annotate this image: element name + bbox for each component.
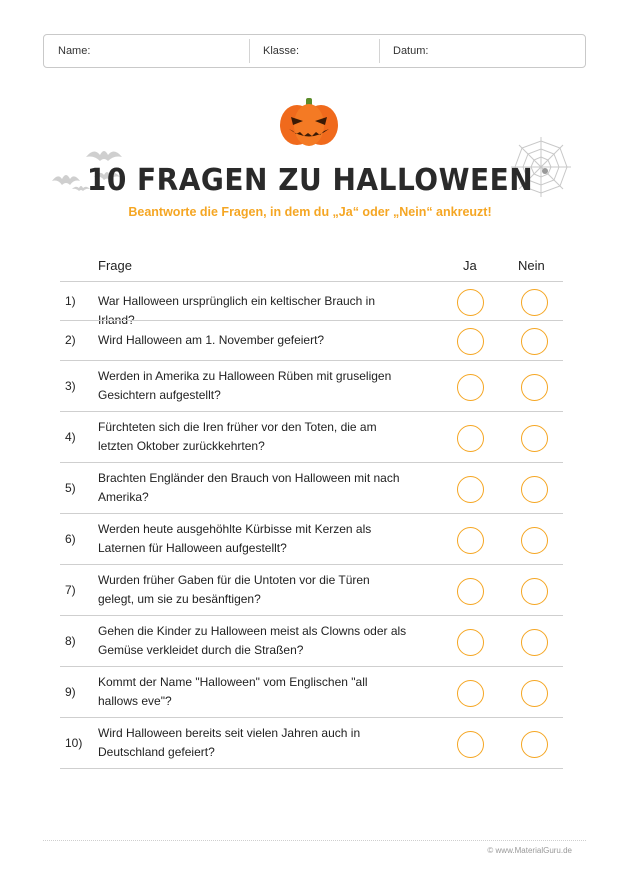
question-number: 5) bbox=[65, 480, 76, 495]
question-text: Wird Halloween bereits seit vielen Jahren auch in Deutschland gefeiert? bbox=[98, 726, 361, 759]
page-title: 10 FRAGEN ZU HALLOWEEN bbox=[86, 161, 534, 198]
answer-yes-checkbox[interactable] bbox=[457, 476, 484, 503]
answer-no-checkbox[interactable] bbox=[521, 578, 548, 605]
question-number: 2) bbox=[65, 333, 76, 347]
pumpkin-icon bbox=[277, 98, 341, 146]
answer-yes-checkbox[interactable] bbox=[457, 289, 484, 316]
answer-yes-checkbox[interactable] bbox=[457, 629, 484, 656]
class-label: Klasse: bbox=[263, 45, 300, 57]
question-number: 10) bbox=[65, 735, 83, 750]
header-divider bbox=[379, 39, 380, 63]
answer-no-checkbox[interactable] bbox=[521, 476, 548, 503]
question-number: 7) bbox=[65, 582, 76, 597]
question-number: 9) bbox=[65, 684, 76, 699]
question-text: Kommt der Name "Halloween" vom Englischen "all hallows eve"? bbox=[98, 675, 368, 708]
answer-no-checkbox[interactable] bbox=[521, 731, 548, 758]
question-text: Werden in Amerika zu Halloween Rüben mit gruseligen Gesichtern aufgestellt? bbox=[98, 369, 392, 402]
answer-no-checkbox[interactable] bbox=[521, 374, 548, 401]
table-row bbox=[60, 513, 563, 565]
question-text: Werden heute ausgehöhlte Kürbisse mit Kerzen als Laternen für Halloween aufgestellt? bbox=[98, 522, 372, 555]
answer-no-checkbox[interactable] bbox=[521, 328, 548, 355]
table-row bbox=[60, 360, 563, 412]
table-row bbox=[60, 666, 563, 718]
question-text: War Halloween ursprünglich ein keltischer Brauch in Irland? bbox=[98, 294, 376, 327]
column-header-yes: Ja bbox=[463, 258, 477, 273]
table-row bbox=[60, 615, 563, 667]
answer-yes-checkbox[interactable] bbox=[457, 527, 484, 554]
date-label: Datum: bbox=[393, 45, 429, 57]
question-text: Brachten Engländer den Brauch von Halloween mit nach Amerika? bbox=[98, 471, 400, 504]
table-bottom-border bbox=[60, 768, 563, 769]
question-number: 1) bbox=[65, 293, 76, 308]
header-divider bbox=[249, 39, 250, 63]
answer-no-checkbox[interactable] bbox=[521, 527, 548, 554]
answer-yes-checkbox[interactable] bbox=[457, 425, 484, 452]
answer-yes-checkbox[interactable] bbox=[457, 731, 484, 758]
table-row bbox=[60, 564, 563, 616]
name-label: Name: bbox=[58, 45, 91, 57]
question-text: Fürchteten sich die Iren früher vor den Toten, die am letzten Oktober zurückkehrten? bbox=[98, 420, 377, 453]
copyright: © www.MaterialGuru.de bbox=[487, 846, 572, 855]
answer-no-checkbox[interactable] bbox=[521, 425, 548, 452]
answer-no-checkbox[interactable] bbox=[521, 629, 548, 656]
question-number: 4) bbox=[65, 429, 76, 444]
answer-no-checkbox[interactable] bbox=[521, 289, 548, 316]
question-text: Wird Halloween am 1. November gefeiert? bbox=[98, 333, 325, 347]
question-text: Wurden früher Gaben für die Untoten vor die Türen gelegt, um sie zu besänftigen? bbox=[98, 573, 370, 606]
question-number: 6) bbox=[65, 531, 76, 546]
table-row bbox=[60, 462, 563, 514]
question-number: 3) bbox=[65, 378, 76, 393]
footer-divider bbox=[43, 840, 586, 841]
table-row bbox=[60, 320, 563, 361]
column-header-question: Frage bbox=[98, 258, 132, 273]
student-info-box bbox=[43, 34, 586, 68]
answer-yes-checkbox[interactable] bbox=[457, 328, 484, 355]
instructions: Beantworte die Fragen, in dem du „Ja“ oder „Nein“ ankreuzt! bbox=[128, 205, 492, 219]
answer-no-checkbox[interactable] bbox=[521, 680, 548, 707]
column-header-no: Nein bbox=[518, 258, 545, 273]
question-text: Gehen die Kinder zu Halloween meist als Clowns oder als Gemüse verkleidet durch die Straßen? bbox=[98, 624, 407, 657]
table-row bbox=[60, 281, 563, 327]
answer-yes-checkbox[interactable] bbox=[457, 374, 484, 401]
answer-yes-checkbox[interactable] bbox=[457, 680, 484, 707]
table-row bbox=[60, 717, 563, 769]
question-number: 8) bbox=[65, 633, 76, 648]
table-row bbox=[60, 411, 563, 463]
answer-yes-checkbox[interactable] bbox=[457, 578, 484, 605]
